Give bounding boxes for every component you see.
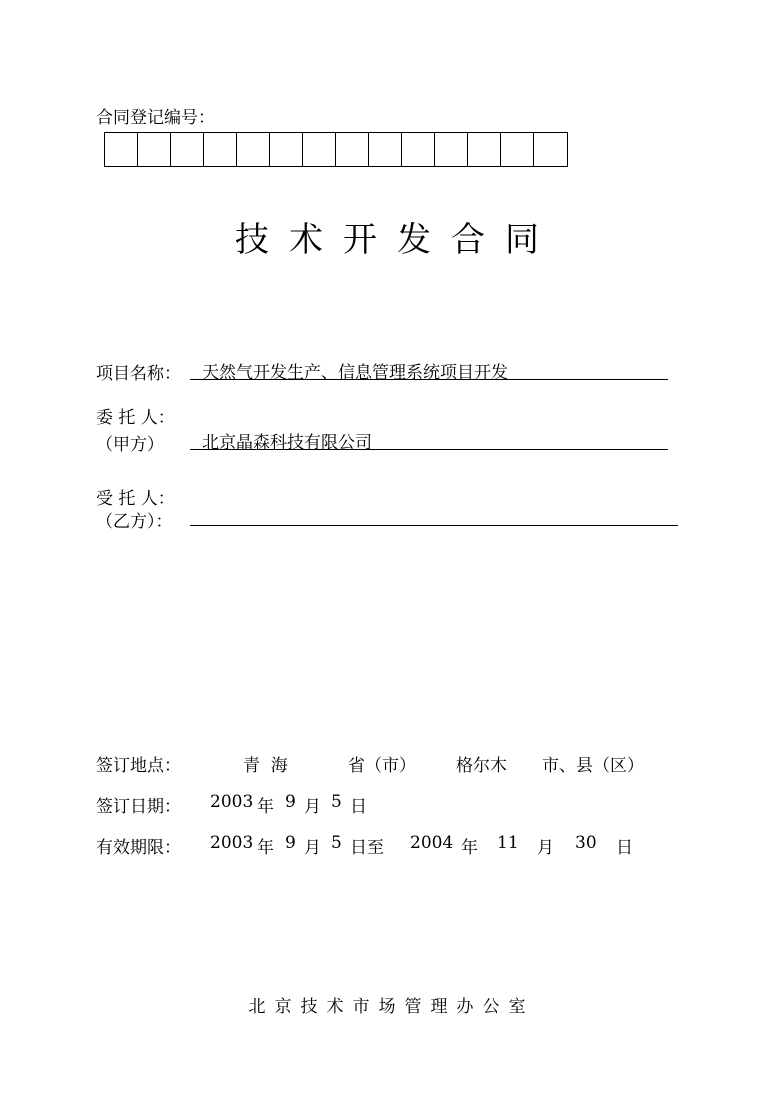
registration-digit-box[interactable] (534, 133, 567, 166)
validity-start-month-unit: 月 (304, 838, 321, 858)
signing-place-city[interactable]: 格尔木 (456, 756, 507, 776)
registration-digit-box[interactable] (237, 133, 270, 166)
registration-digit-box[interactable] (270, 133, 303, 166)
registration-digit-box[interactable] (171, 133, 204, 166)
validity-start-month[interactable]: 9 (285, 833, 296, 853)
signing-date-month[interactable]: 9 (285, 792, 296, 812)
contractor-party-label: （乙方）： (96, 512, 173, 532)
client-value[interactable]: 北京晶森科技有限公司 (202, 433, 372, 453)
registration-digit-box[interactable] (303, 133, 336, 166)
contractor-underline (190, 525, 678, 526)
signing-place-city-suffix: 市、县（区） (542, 756, 644, 776)
document-title: 技术开发合同 (235, 220, 559, 260)
validity-end-month-unit: 月 (537, 838, 554, 858)
registration-digit-box[interactable] (336, 133, 369, 166)
project-name-value[interactable]: 天然气开发生产、信息管理系统项目开发 (202, 363, 508, 383)
signing-date-month-unit: 月 (304, 797, 321, 817)
client-party-label: （甲方） (96, 435, 164, 455)
signing-place-province-suffix: 省（市） (348, 756, 416, 776)
signing-date-day[interactable]: 5 (331, 792, 342, 812)
registration-digit-box[interactable] (105, 133, 138, 166)
client-label: 委 托 人： (96, 408, 175, 428)
signing-place-province[interactable]: 青 海 (243, 756, 288, 776)
validity-end-year[interactable]: 2004 (410, 833, 454, 853)
project-name-label: 项目名称： (96, 364, 181, 384)
registration-number-label: 合同登记编号： (96, 108, 215, 128)
registration-digit-box[interactable] (204, 133, 237, 166)
registration-digit-box[interactable] (402, 133, 435, 166)
registration-digit-box[interactable] (138, 133, 171, 166)
signing-date-year-unit: 年 (257, 797, 274, 817)
validity-end-day[interactable]: 30 (575, 833, 597, 853)
contractor-label: 受 托 人： (96, 489, 175, 509)
validity-start-day[interactable]: 5 (331, 833, 342, 853)
registration-digit-box[interactable] (468, 133, 501, 166)
validity-end-month[interactable]: 11 (497, 833, 519, 853)
issuing-office: 北京技术市场管理办公室 (248, 997, 535, 1017)
validity-start-year-unit: 年 (257, 838, 274, 858)
validity-start-day-unit: 日至 (350, 838, 384, 858)
validity-end-day-unit: 日 (616, 838, 633, 858)
signing-date-year[interactable]: 2003 (210, 792, 254, 812)
validity-label: 有效期限： (96, 838, 181, 858)
registration-number-boxes[interactable] (104, 132, 568, 167)
registration-digit-box[interactable] (435, 133, 468, 166)
signing-date-day-unit: 日 (350, 797, 367, 817)
registration-digit-box[interactable] (369, 133, 402, 166)
registration-digit-box[interactable] (501, 133, 534, 166)
validity-start-year[interactable]: 2003 (210, 833, 254, 853)
signing-place-label: 签订地点： (96, 756, 181, 776)
validity-end-year-unit: 年 (461, 838, 478, 858)
signing-date-label: 签订日期： (96, 797, 181, 817)
